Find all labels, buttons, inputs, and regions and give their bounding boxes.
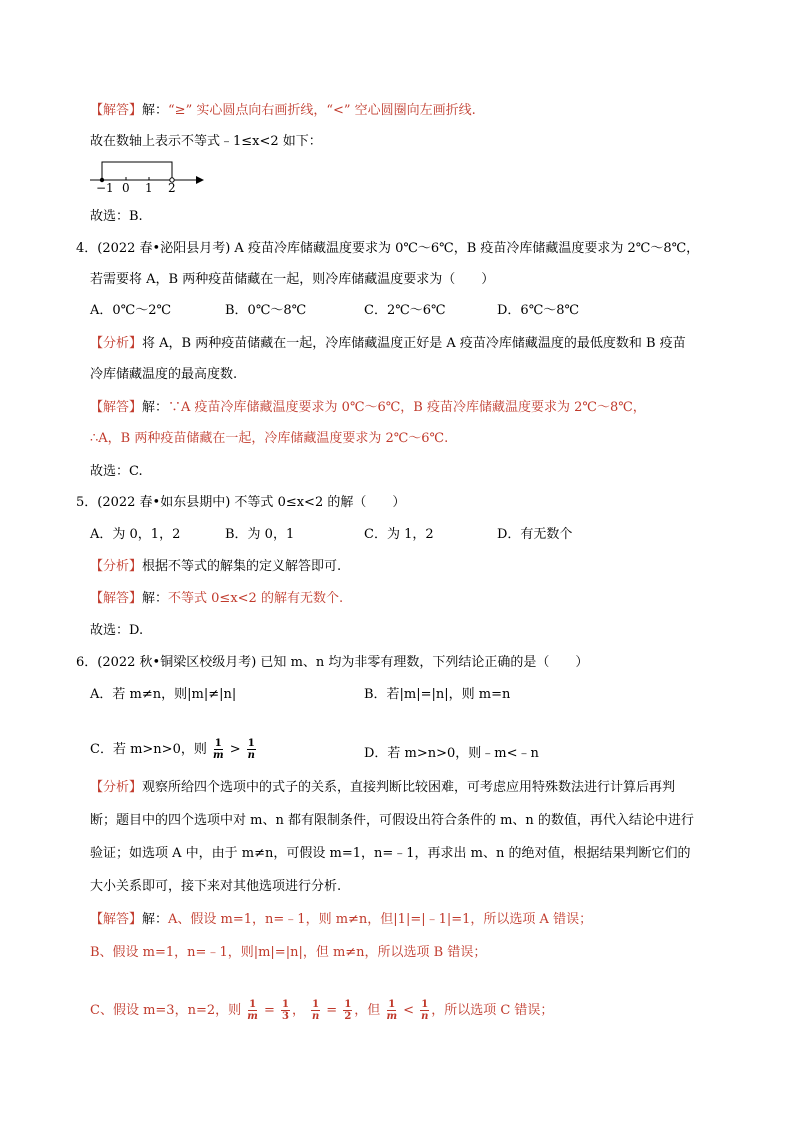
q5-analysis — [90, 558, 341, 576]
q4-stem-2: 若需要将 A，B 两种疫苗储藏在一起，则冷库储藏温度要求为（ ） — [90, 272, 495, 287]
fraction: $\frac{1}{2}$ — [344, 999, 352, 1022]
answer-prefix: 解： — [142, 591, 169, 606]
q4-answer-1 — [90, 399, 646, 417]
q6-option-a: A．若 m≠n，则|m|≠|n| — [90, 687, 237, 702]
tick-label: 1 — [145, 181, 153, 194]
q4-option-b: B．0℃～8℃ — [225, 303, 307, 318]
answer-prefix: 解： — [142, 912, 169, 927]
q6-analysis-1 — [90, 779, 675, 797]
answer-label: 【解答】 — [90, 912, 143, 927]
fraction: $\frac{1}{n}$ — [247, 738, 255, 761]
equals-sign: = — [326, 1003, 338, 1018]
answer-text: ∵A 疫苗冷库储藏温度要求为 0℃～6℃，B 疫苗冷库储藏温度要求为 2℃～8℃， — [168, 400, 646, 415]
gt-sign: > — [229, 742, 241, 757]
answer-label: 【解答】 — [90, 103, 143, 118]
q3-numberline-intro: 故在数轴上表示不等式﹣1≤x<2 如下： — [90, 134, 322, 149]
q6-analysis-3: 验证；如选项 A 中，由于 m≠n，可假设 m=1，n=﹣1，再求出 m、n 的绝对值，根据结果判断它们的 — [90, 846, 691, 861]
q4-analysis-2: 冷库储藏温度的最高度数. — [90, 367, 238, 382]
lt-sign: < — [403, 1003, 415, 1018]
tick-label: −1 — [96, 181, 114, 194]
q6-answer-3 — [90, 996, 553, 1026]
analysis-text: 观察所给四个选项中的式子的关系，直接判断比较困难，可考虑应用特殊数法进行计算后再判 — [142, 780, 676, 795]
but-text: ，但 — [354, 1003, 381, 1018]
q5-option-a: A．为 0，1，2 — [90, 527, 181, 542]
fraction: $\frac{1}{3}$ — [282, 999, 289, 1022]
q4-answer-2: ∴A，B 两种疫苗储藏在一起，冷库储藏温度要求为 2℃～6℃. — [90, 431, 449, 446]
q4-analysis-1 — [90, 335, 686, 353]
q4-choose: 故选：C. — [90, 464, 143, 479]
tick-label: 0 — [122, 181, 130, 194]
answer-text: A、假设 m=1，n=﹣1，则 m≠n，但|1|=|﹣1|=1，所以选项 A 错误； — [168, 912, 593, 927]
q6-analysis-2: 断；题目中的四个选项中对 m、n 都有限制条件，可假设出符合条件的 m、n 的数值，再代入结论中进行 — [90, 813, 694, 828]
number-line-figure — [88, 158, 208, 194]
q6-answer-1 — [90, 911, 592, 929]
q4-option-a: A．0℃～2℃ — [90, 303, 172, 318]
answer-prefix: 解： — [142, 103, 169, 118]
analysis-text: 将 A，B 两种疫苗储藏在一起，冷库储藏温度正好是 A 疫苗冷库储藏温度的最低度数和 B 疫苗 — [142, 336, 686, 351]
q6-answer-2: B、假设 m=1，n=﹣1，则|m|=|n|，但 m≠n，所以选项 B 错误； — [90, 945, 487, 960]
answer-3-prefix: C、假设 m=3，n=2，则 — [90, 1003, 242, 1018]
answer-prefix: 解： — [142, 400, 169, 415]
answer-3-suffix: ，所以选项 C 错误； — [431, 1003, 554, 1018]
q5-stem: 5．(2022 春•如东县期中) 不等式 0≤x<2 的解（ ） — [76, 495, 406, 510]
fraction: $\frac{1}{m}$ — [212, 738, 224, 761]
tick-label: 2 — [168, 181, 176, 194]
fraction: $\frac{1}{m}$ — [247, 999, 258, 1022]
q5-option-b: B．为 0，1 — [225, 527, 295, 542]
analysis-label: 【分析】 — [90, 780, 143, 795]
option-c-prefix: C．若 m>n>0，则 — [90, 742, 207, 757]
equals-sign: = — [263, 1003, 275, 1018]
q6-stem: 6．(2022 秋•铜梁区校级月考) 已知 m、n 均为非零有理数，下列结论正确的是（ ） — [76, 655, 589, 670]
analysis-label: 【分析】 — [90, 559, 143, 574]
answer-text: “≥” 实心圆点向右画折线，“<” 空心圆圈向左画折线. — [168, 103, 476, 118]
q5-option-c: C．为 1，2 — [364, 527, 434, 542]
q6-option-b: B．若|m|=|n|，则 m=n — [364, 687, 511, 702]
q5-option-d: D．有无数个 — [497, 527, 573, 542]
q5-answer — [90, 590, 343, 608]
answer-label: 【解答】 — [90, 591, 143, 606]
q5-choose: 故选：D. — [90, 623, 144, 638]
q3-choose: 故选：B. — [90, 209, 143, 224]
fraction: $\frac{1}{n}$ — [421, 999, 429, 1022]
q6-option-c — [90, 735, 258, 765]
comma: ， — [292, 1003, 306, 1018]
fraction: $\frac{1}{n}$ — [312, 999, 320, 1022]
q3-answer-line — [90, 102, 476, 120]
q4-option-d: D．6℃～8℃ — [497, 303, 580, 318]
fraction: $\frac{1}{m}$ — [386, 999, 398, 1022]
answer-text: 不等式 0≤x<2 的解有无数个. — [168, 591, 344, 606]
q6-analysis-4: 大小关系即可，接下来对其他选项进行分析. — [90, 879, 342, 894]
q6-option-d: D．若 m>n>0，则﹣m<﹣n — [364, 746, 539, 761]
q4-option-c: C．2℃～6℃ — [364, 303, 446, 318]
analysis-text: 根据不等式的解集的定义解答即可. — [142, 559, 342, 574]
q4-stem-1: 4．(2022 春•泌阳县月考) A 疫苗冷库储藏温度要求为 0℃～6℃，B 疫苗冷库储藏温度要求为 2℃～8℃， — [76, 241, 700, 256]
analysis-label: 【分析】 — [90, 336, 143, 351]
answer-label: 【解答】 — [90, 400, 143, 415]
